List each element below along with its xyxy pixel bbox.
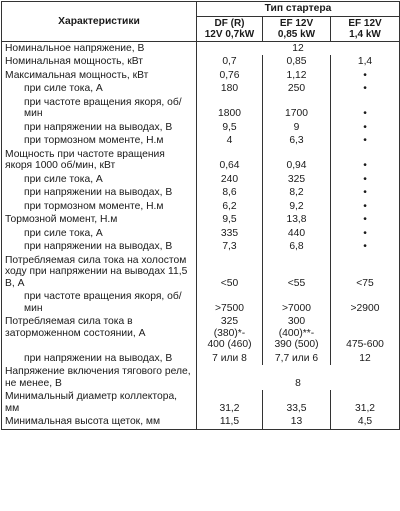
- parameter-value: 8,6: [197, 186, 263, 200]
- parameter-value: •: [331, 134, 400, 148]
- table-row: [2, 227, 400, 241]
- table-row: [2, 315, 400, 352]
- table-row: [2, 82, 400, 96]
- parameter-value: <55: [263, 254, 331, 291]
- parameter-label: Мощность при частоте вращения якоря 1000 об/мин, кВт: [2, 148, 197, 173]
- table-row: [2, 365, 400, 390]
- parameter-label: при силе тока, А: [2, 227, 197, 241]
- parameter-label: при частоте вращения якоря, об/мин: [2, 290, 197, 315]
- parameter-value: •: [331, 186, 400, 200]
- parameter-value: 0,64: [197, 148, 263, 173]
- parameter-value: 8,2: [263, 186, 331, 200]
- parameter-value: •: [331, 148, 400, 173]
- table-row: [2, 121, 400, 135]
- parameter-label: Тормозной момент, Н.м: [2, 213, 197, 227]
- table-row: [2, 69, 400, 83]
- parameter-value: 180: [197, 82, 263, 96]
- parameter-value: >2900: [331, 290, 400, 315]
- parameter-label: Номинальная мощность, кВт: [2, 55, 197, 69]
- parameter-value: 240: [197, 173, 263, 187]
- parameter-label: при напряжении на выводах, В: [2, 121, 197, 135]
- table-row: [2, 352, 400, 366]
- table-row: [2, 173, 400, 187]
- parameter-value: 33,5: [263, 390, 331, 415]
- parameter-value: 335: [197, 227, 263, 241]
- parameter-value: 6,8: [263, 240, 331, 254]
- characteristics-header: Характеристики: [2, 2, 197, 42]
- parameter-label: Минимальный диаметр коллектора, мм: [2, 390, 197, 415]
- parameter-value: 12: [197, 41, 400, 55]
- parameter-value: •: [331, 200, 400, 214]
- parameter-label: Максимальная мощность, кВт: [2, 69, 197, 83]
- parameter-value: 440: [263, 227, 331, 241]
- parameter-label: при напряжении на выводах, В: [2, 186, 197, 200]
- parameter-value: 250: [263, 82, 331, 96]
- parameter-value: 1,12: [263, 69, 331, 83]
- parameter-label: при тормозном моменте, Н.м: [2, 134, 197, 148]
- table-row: [2, 200, 400, 214]
- parameter-label: при напряжении на выводах, В: [2, 240, 197, 254]
- parameter-value: <50: [197, 254, 263, 291]
- parameter-value: 13: [263, 415, 331, 429]
- table-row: [2, 96, 400, 121]
- column-header-ef-14: EF 12V 1,4 kW: [331, 16, 400, 41]
- column-header-df: DF (R) 12V 0,7kW: [197, 16, 263, 41]
- parameter-value: 7 или 8: [197, 352, 263, 366]
- parameter-label: Напряжение включения тягового реле, не менее, В: [2, 365, 197, 390]
- table-row: [2, 290, 400, 315]
- parameter-value: •: [331, 173, 400, 187]
- parameter-value: •: [331, 213, 400, 227]
- parameter-value: 9,5: [197, 213, 263, 227]
- parameter-value: 11,5: [197, 415, 263, 429]
- parameter-label: Потребляемая сила тока на холостом ходу при напряжении на выводах 11,5 В, А: [2, 254, 197, 291]
- parameter-value: •: [331, 96, 400, 121]
- parameter-value: 7,7 или 6: [263, 352, 331, 366]
- parameter-label: при напряжении на выводах, В: [2, 352, 197, 366]
- parameter-value: 325: [263, 173, 331, 187]
- table-row: [2, 254, 400, 291]
- table-row: [2, 134, 400, 148]
- parameter-value: 0,76: [197, 69, 263, 83]
- parameter-value: •: [331, 82, 400, 96]
- parameter-value: 0,85: [263, 55, 331, 69]
- parameter-value: 6,3: [263, 134, 331, 148]
- parameter-value: 13,8: [263, 213, 331, 227]
- table-row: [2, 186, 400, 200]
- parameter-label: при тормозном моменте, Н.м: [2, 200, 197, 214]
- table-row: [2, 390, 400, 415]
- table-row: [2, 55, 400, 69]
- column-header-ef-085: EF 12V 0,85 kW: [263, 16, 331, 41]
- parameter-label: при частоте вращения якоря, об/мин: [2, 96, 197, 121]
- starter-specs-table: [1, 1, 400, 430]
- parameter-value: 7,3: [197, 240, 263, 254]
- parameter-value: 9,2: [263, 200, 331, 214]
- parameter-value: 1700: [263, 96, 331, 121]
- table-row: [2, 148, 400, 173]
- table-row: [2, 415, 400, 429]
- starter-type-header: Тип стартера: [197, 2, 400, 17]
- parameter-value: >7000: [263, 290, 331, 315]
- parameter-value: 31,2: [197, 390, 263, 415]
- table-row: [2, 213, 400, 227]
- parameter-label: Потребляемая сила тока в заторможенном состоянии, А: [2, 315, 197, 352]
- parameter-value: 0,94: [263, 148, 331, 173]
- parameter-value: 4,5: [331, 415, 400, 429]
- parameter-value: 475-600: [331, 315, 400, 352]
- parameter-value: <75: [331, 254, 400, 291]
- table-row: [2, 240, 400, 254]
- parameter-value: >7500: [197, 290, 263, 315]
- parameter-label: при силе тока, А: [2, 82, 197, 96]
- parameter-value: 0,7: [197, 55, 263, 69]
- parameter-value: •: [331, 121, 400, 135]
- parameter-value: 9: [263, 121, 331, 135]
- parameter-value: 9,5: [197, 121, 263, 135]
- table-row: [2, 41, 400, 55]
- parameter-value: 31,2: [331, 390, 400, 415]
- parameter-value: •: [331, 240, 400, 254]
- parameter-value: 1,4: [331, 55, 400, 69]
- parameter-value: 6,2: [197, 200, 263, 214]
- parameter-label: при силе тока, А: [2, 173, 197, 187]
- parameter-value: 325 (380)*- 400 (460): [197, 315, 263, 352]
- parameter-value: 8: [197, 365, 400, 390]
- parameter-value: •: [331, 69, 400, 83]
- parameter-value: •: [331, 227, 400, 241]
- parameter-value: 4: [197, 134, 263, 148]
- parameter-value: 1800: [197, 96, 263, 121]
- parameter-label: Номинальное напряжение, В: [2, 41, 197, 55]
- parameter-label: Минимальная высота щеток, мм: [2, 415, 197, 429]
- parameter-value: 12: [331, 352, 400, 366]
- parameter-value: 300 (400)**- 390 (500): [263, 315, 331, 352]
